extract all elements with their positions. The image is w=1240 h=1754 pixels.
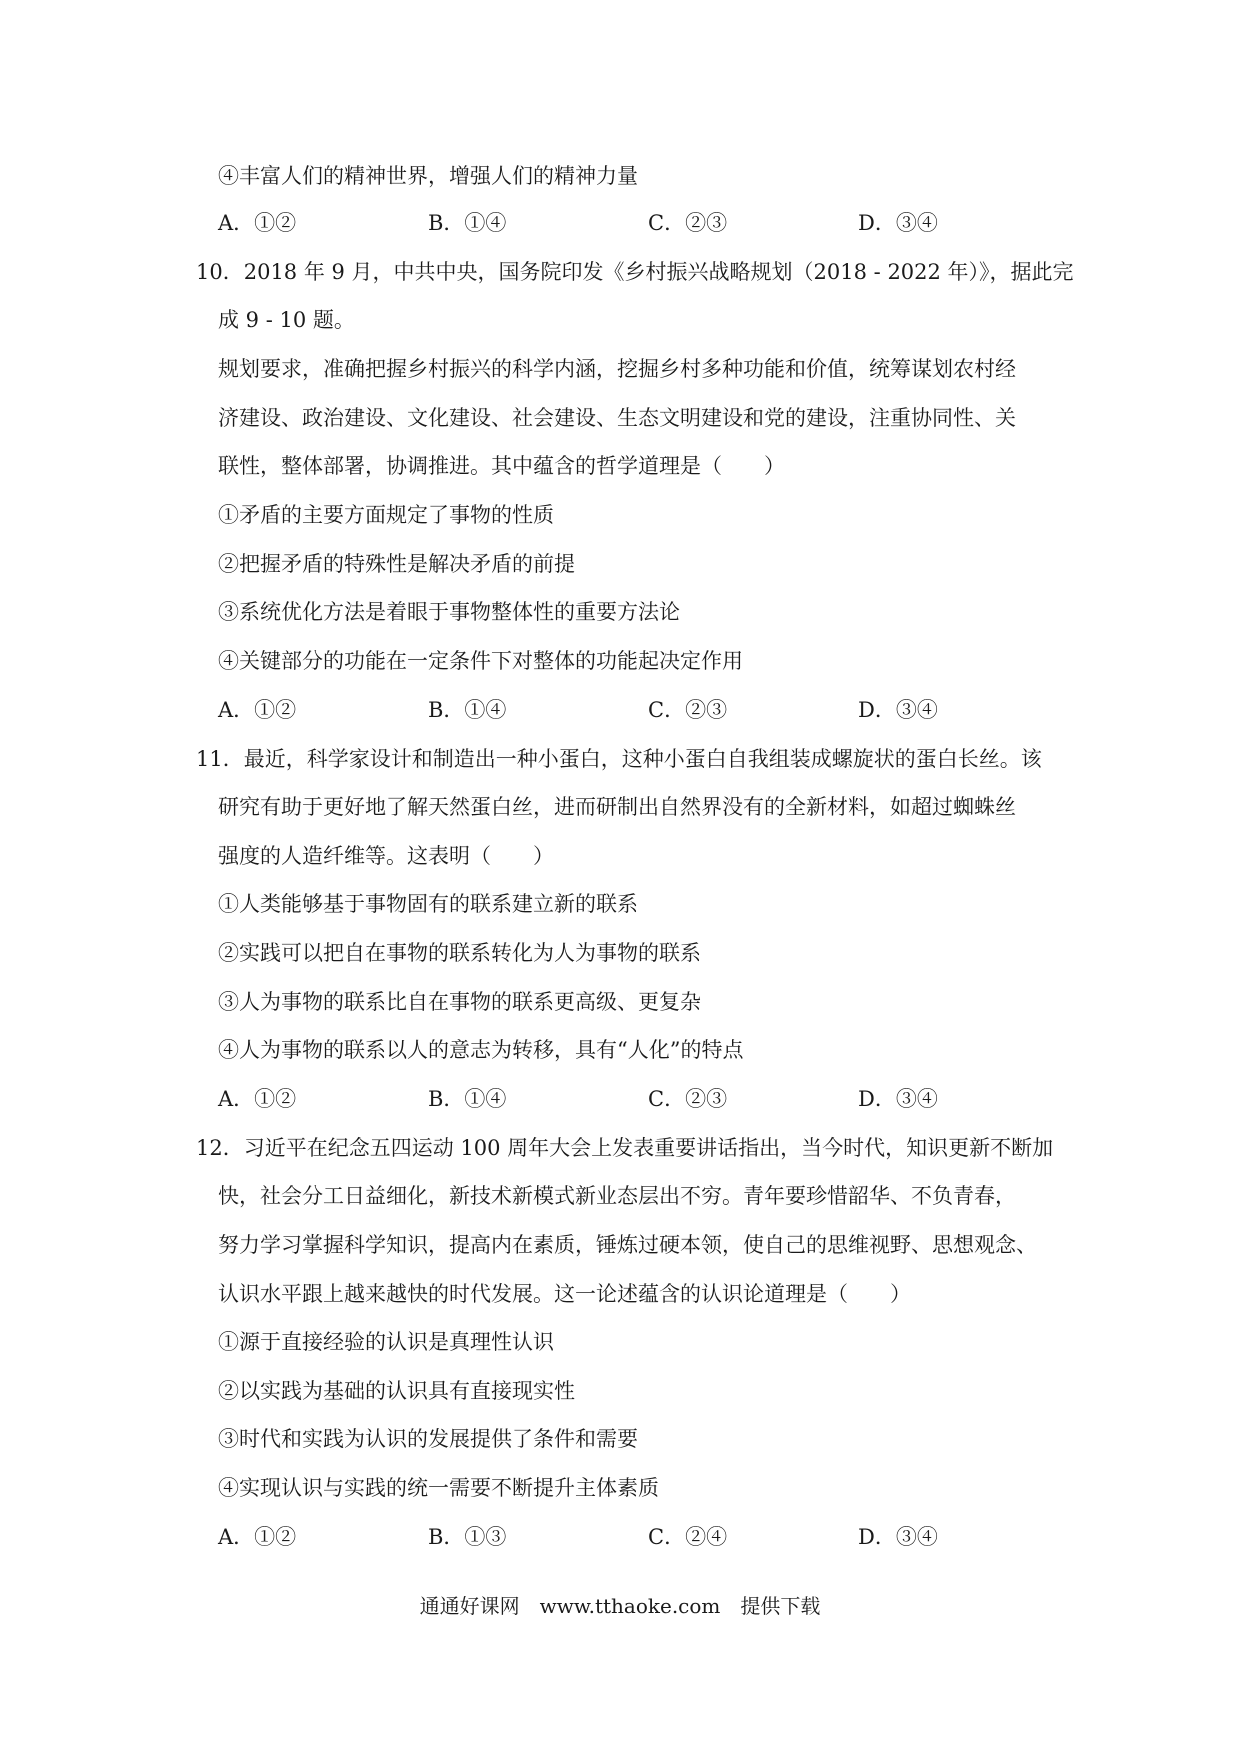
q11-options	[218, 1085, 978, 1113]
q10-option-b: B．①④	[428, 698, 507, 722]
q12-options	[218, 1523, 978, 1551]
q11-option-d: D．③④	[858, 1087, 938, 1111]
q9-option-d: D．③④	[858, 211, 938, 235]
q12-item-4: ④实现认识与实践的统一需要不断提升主体素质	[218, 1476, 659, 1500]
q11-item-2: ②实践可以把自在事物的联系转化为人为事物的联系	[218, 941, 701, 965]
q12-stem-line-2: 快，社会分工日益细化，新技术新模式新业态层出不穷。青年要珍惜韶华、不负青春，	[218, 1184, 1016, 1208]
q12-option-a: A．①②	[218, 1525, 297, 1549]
q10-item-2: ②把握矛盾的特殊性是解决矛盾的前提	[218, 552, 575, 576]
q11-option-b: B．①④	[428, 1087, 507, 1111]
q9-option-a: A．①②	[218, 211, 297, 235]
q9-option-c: C．②③	[648, 211, 728, 235]
q10-option-d: D．③④	[858, 698, 938, 722]
q11-stem-line-2: 研究有助于更好地了解天然蛋白丝，进而研制出自然界没有的全新材料，如超过蜘蛛丝	[218, 795, 1016, 819]
q12-stem-line-3: 努力学习掌握科学知识，提高内在素质，锤炼过硬本领，使自己的思维视野、思想观念、	[218, 1233, 1037, 1257]
q12-option-b: B．①③	[428, 1525, 507, 1549]
q10-stem-line-1: 10．2018 年 9 月，中共中央，国务院印发《乡村振兴战略规划（2018 - 2022 年）》，据此完	[196, 260, 1074, 284]
q10-options	[218, 696, 978, 724]
q12-stem-line-1: 12．习近平在纪念五四运动 100 周年大会上发表重要讲话指出，当今时代，知识更新不断加	[196, 1136, 1054, 1160]
q11-item-3: ③人为事物的联系比自在事物的联系更高级、更复杂	[218, 990, 701, 1014]
q11-option-a: A．①②	[218, 1087, 297, 1111]
q10-option-a: A．①②	[218, 698, 297, 722]
q11-option-c: C．②③	[648, 1087, 728, 1111]
q10-stem-line-5: 联性，整体部署，协调推进。其中蕴含的哲学道理是（ ）	[218, 454, 785, 478]
q10-stem-line-2: 成 9 - 10 题。	[218, 308, 355, 332]
q10-option-c: C．②③	[648, 698, 728, 722]
q11-item-4: ④人为事物的联系以人的意志为转移，具有“人化”的特点	[218, 1038, 744, 1062]
q11-item-1: ①人类能够基于事物固有的联系建立新的联系	[218, 892, 638, 916]
q10-stem-line-4: 济建设、政治建设、文化建设、社会建设、生态文明建设和党的建设，注重协同性、关	[218, 406, 1016, 430]
q10-item-3: ③系统优化方法是着眼于事物整体性的重要方法论	[218, 600, 680, 624]
q9-options	[218, 209, 978, 237]
q10-stem-line-3: 规划要求，准确把握乡村振兴的科学内涵，挖掘乡村多种功能和价值，统筹谋划农村经	[218, 357, 1016, 381]
q12-option-d: D．③④	[858, 1525, 938, 1549]
q12-item-3: ③时代和实践为认识的发展提供了条件和需要	[218, 1427, 638, 1451]
q12-item-2: ②以实践为基础的认识具有直接现实性	[218, 1379, 575, 1403]
q12-option-c: C．②④	[648, 1525, 728, 1549]
q9-option-b: B．①④	[428, 211, 507, 235]
q10-item-4: ④关键部分的功能在一定条件下对整体的功能起决定作用	[218, 649, 743, 673]
q12-stem-line-4: 认识水平跟上越来越快的时代发展。这一论述蕴含的认识论道理是（ ）	[218, 1282, 911, 1306]
q12-item-1: ①源于直接经验的认识是真理性认识	[218, 1330, 554, 1354]
q9-item-4: ④丰富人们的精神世界，增强人们的精神力量	[218, 164, 638, 188]
page-footer: 通通好课网 www.tthaoke.com 提供下载	[419, 1594, 821, 1618]
q11-stem-line-3: 强度的人造纤维等。这表明（ ）	[218, 844, 554, 868]
q11-stem-line-1: 11．最近，科学家设计和制造出一种小蛋白，这种小蛋白自我组装成螺旋状的蛋白长丝。该	[196, 747, 1042, 771]
q10-item-1: ①矛盾的主要方面规定了事物的性质	[218, 503, 554, 527]
